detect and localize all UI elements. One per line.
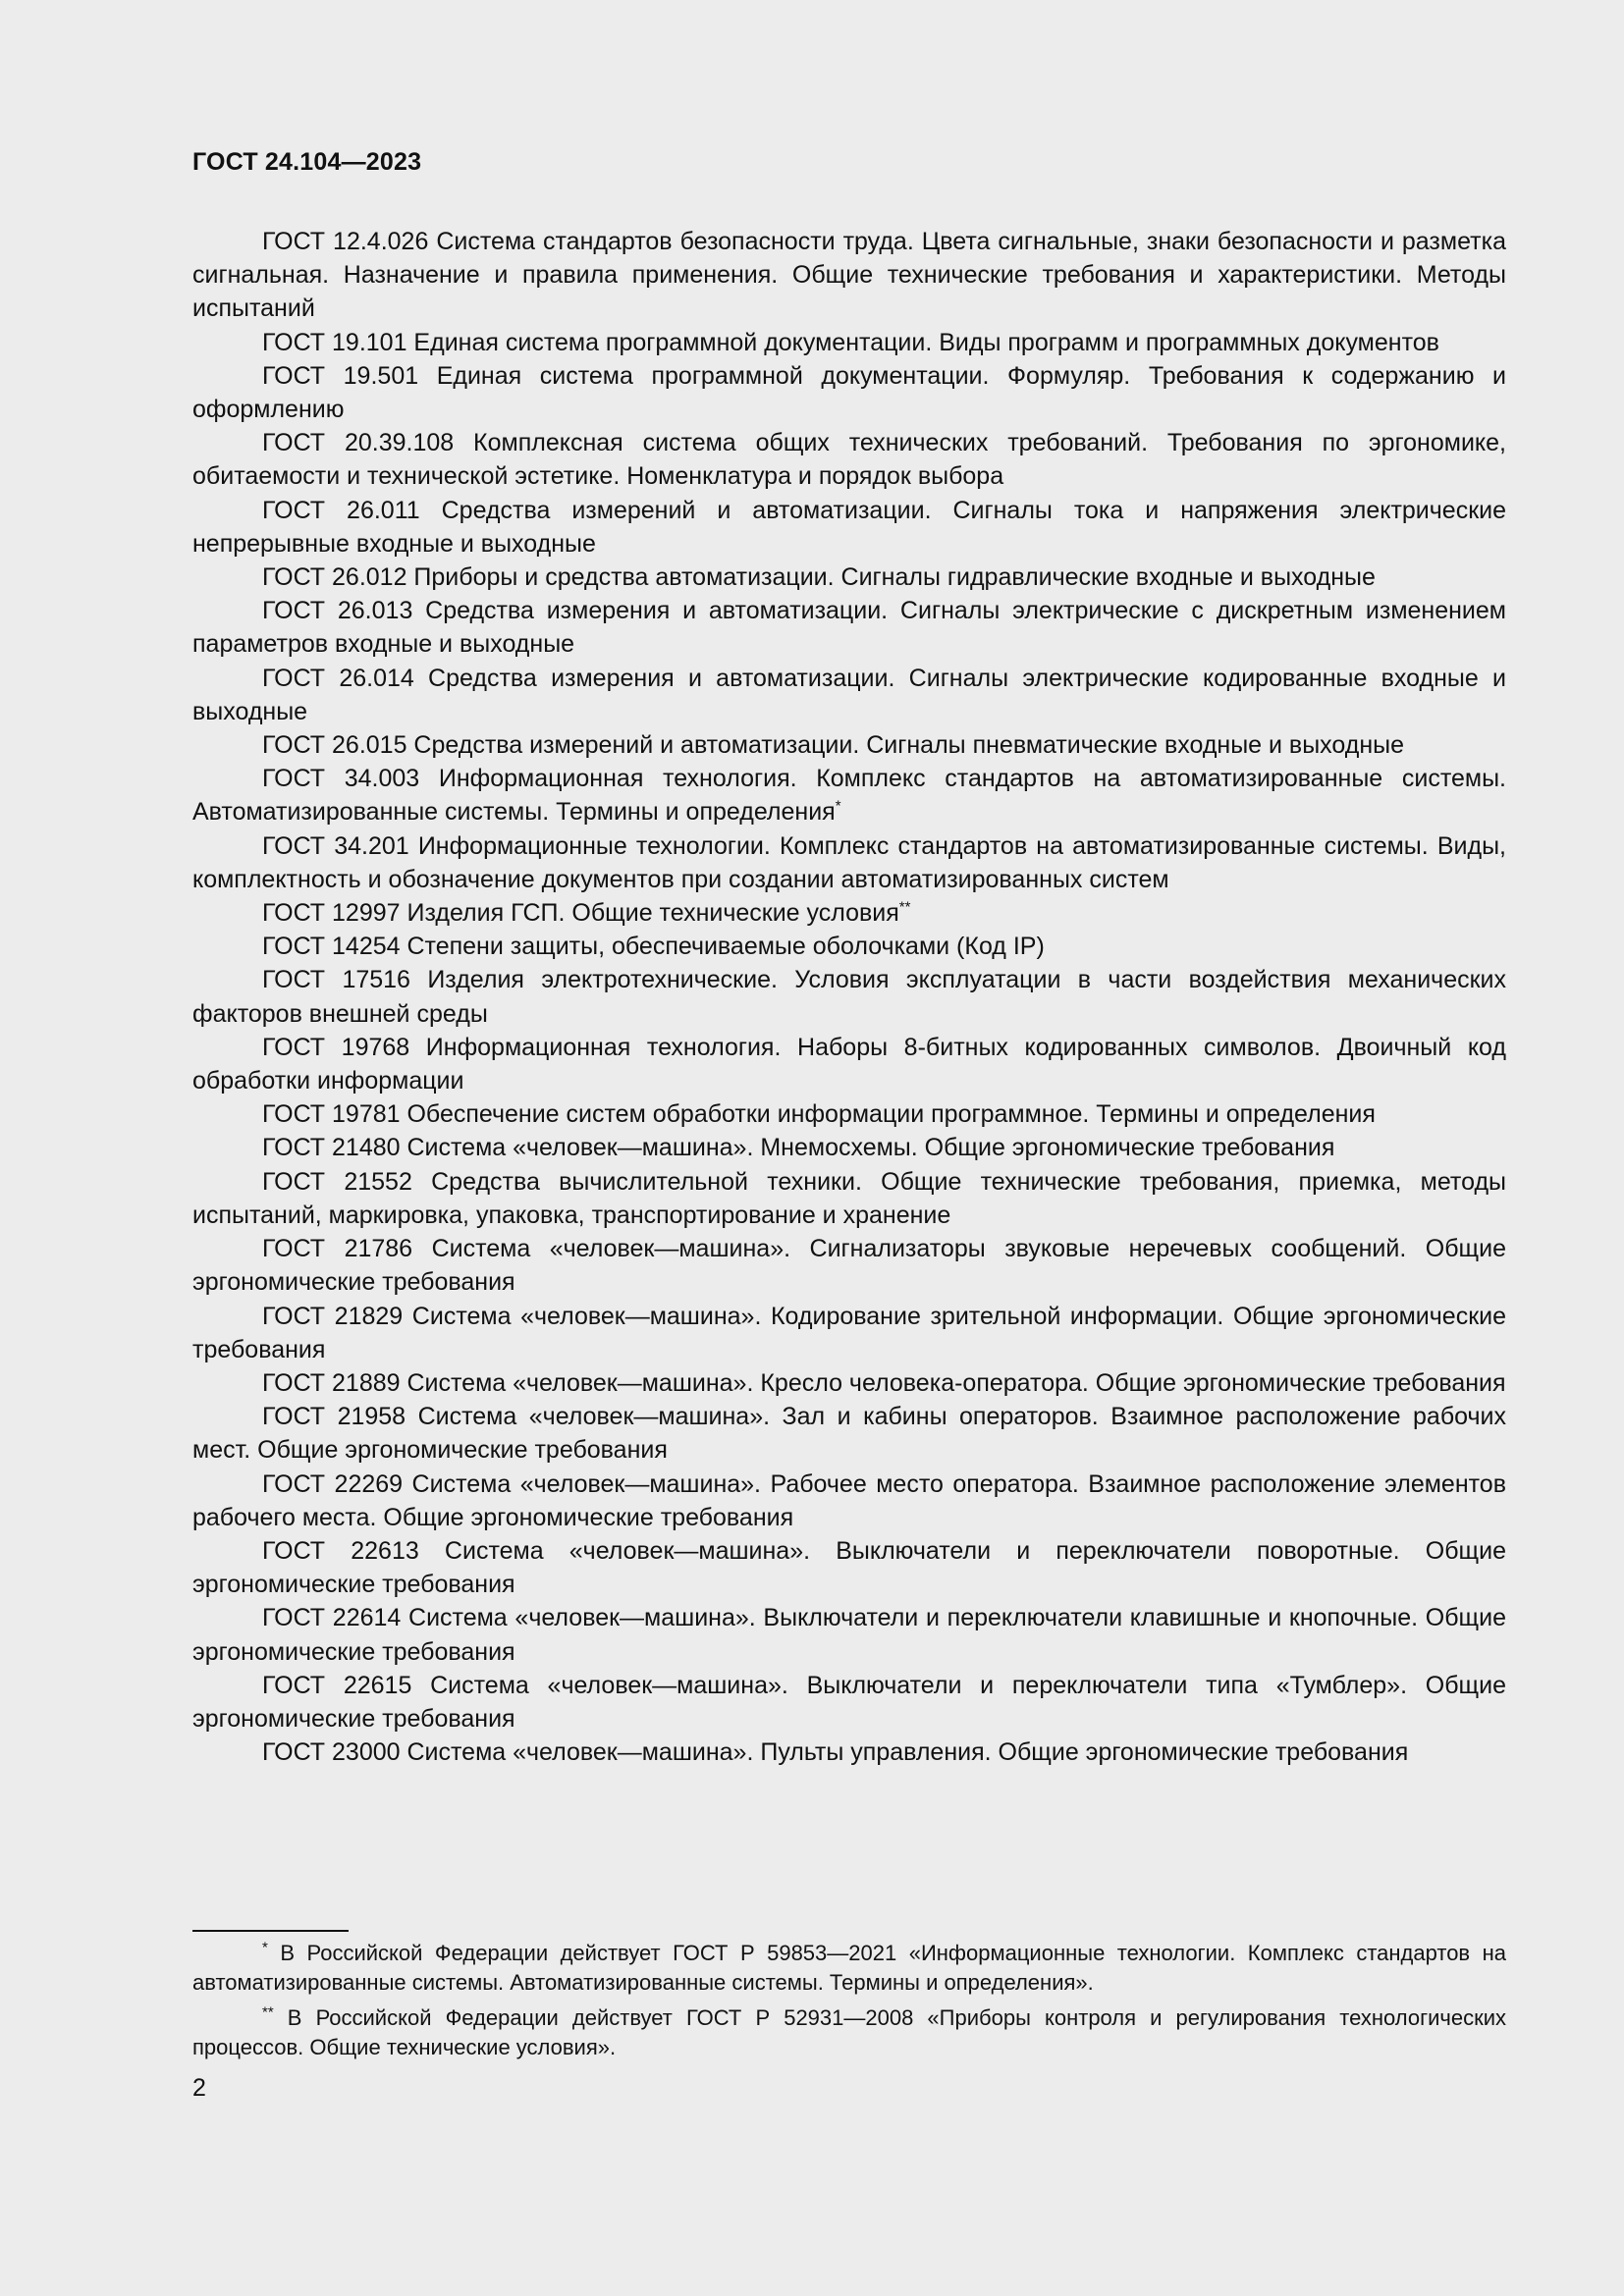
reference-item [192, 728, 1506, 762]
footnote-text: В Российской Федерации действует ГОСТ Р 59853—2021 «Информационные технологии. Комплекс стандартов на автоматизированные системы. Автоматизированные системы. Термины и определения». [192, 1941, 1506, 1995]
reference-item [192, 1601, 1506, 1668]
footnote-marker: ** [262, 2003, 274, 2021]
reference-item [192, 1366, 1506, 1400]
reference-text: ГОСТ 19.101 Единая система программной документации. Виды программ и программных документов [262, 328, 1439, 356]
reference-text: ГОСТ 21889 Система «человек—машина». Кресло человека-оператора. Общие эргономические требования [262, 1368, 1506, 1397]
reference-text: ГОСТ 26.013 Средства измерения и автоматизации. Сигналы электрические с дискретным изменением параметров входные и выходные [192, 597, 1506, 659]
reference-text: ГОСТ 22615 Система «человек—машина». Выключатели и переключатели типа «Тумблер». Общие эргономические требования [192, 1671, 1506, 1733]
reference-item [192, 494, 1506, 561]
reference-text: ГОСТ 22269 Система «человек—машина». Рабочее место оператора. Взаимное расположение элементов рабочего места. Общие эргономические требования [192, 1469, 1506, 1531]
reference-item [192, 561, 1506, 594]
reference-item [192, 1031, 1506, 1097]
reference-item [192, 1165, 1506, 1232]
reference-item [192, 963, 1506, 1030]
reference-item [192, 762, 1506, 828]
reference-text: ГОСТ 23000 Система «человек—машина». Пульты управления. Общие эргономические требования [262, 1738, 1409, 1767]
reference-item [192, 1669, 1506, 1735]
footnote-item [192, 2003, 1506, 2062]
reference-text: ГОСТ 34.201 Информационные технологии. Комплекс стандартов на автоматизированные системы. Виды, комплектность и обозначение документов при создании автоматизированных систем [192, 831, 1506, 893]
footnote-marker: ** [898, 898, 911, 916]
normative-references-list [192, 225, 1506, 1769]
footnote-text: В Российской Федерации действует ГОСТ Р 52931—2008 «Приборы контроля и регулирования технологических процессов. Общие технические условия». [192, 2005, 1506, 2059]
reference-item [192, 326, 1506, 359]
reference-text: ГОСТ 19.501 Единая система программной документации. Формуляр. Требования к содержанию и оформлению [192, 361, 1506, 424]
reference-item [192, 359, 1506, 426]
reference-text: ГОСТ 20.39.108 Комплексная система общих технических требований. Требования по эргономике, обитаемости и технической эстетике. Номенклатура и порядок выбора [192, 429, 1506, 491]
reference-text: ГОСТ 26.015 Средства измерений и автоматизации. Сигналы пневматические входные и выходные [262, 731, 1405, 760]
reference-text: ГОСТ 12997 Изделия ГСП. Общие технические условия [262, 899, 899, 928]
footnotes-list [192, 1939, 1506, 2068]
footnote-marker: * [835, 798, 841, 816]
reference-text: ГОСТ 26.014 Средства измерения и автоматизации. Сигналы электрические кодированные входные и выходные [192, 664, 1506, 725]
reference-text: ГОСТ 21786 Система «человек—машина». Сигнализаторы звуковые неречевых сообщений. Общие эргономические требования [192, 1235, 1506, 1297]
reference-text: ГОСТ 12.4.026 Система стандартов безопасности труда. Цвета сигнальные, знаки безопасности и разметка сигнальная. Назначение и правила применения. Общие технические требования и характеристики. Методы испытаний [192, 228, 1506, 323]
reference-item [192, 930, 1506, 963]
reference-text: ГОСТ 21480 Система «человек—машина». Мнемосхемы. Общие эргономические требования [262, 1134, 1335, 1162]
reference-item [192, 225, 1506, 326]
reference-item [192, 662, 1506, 728]
document-header: ГОСТ 24.104—2023 [192, 148, 422, 176]
reference-item [192, 1735, 1506, 1769]
reference-text: ГОСТ 21552 Средства вычислительной техники. Общие технические требования, приемка, методы испытаний, маркировка, упаковка, транспортирование и хранение [192, 1167, 1506, 1229]
reference-item [192, 1232, 1506, 1299]
reference-item [192, 1468, 1506, 1534]
reference-item [192, 426, 1506, 493]
footnote-item [192, 1939, 1506, 1998]
reference-text: ГОСТ 21829 Система «человек—машина». Кодирование зрительной информации. Общие эргономические требования [192, 1302, 1506, 1363]
page-number: 2 [192, 2074, 206, 2102]
reference-text: ГОСТ 14254 Степени защиты, обеспечиваемые оболочками (Код IP) [262, 933, 1045, 961]
reference-text: ГОСТ 22614 Система «человек—машина». Выключатели и переключатели клавишные и кнопочные. Общие эргономические требования [192, 1604, 1506, 1666]
reference-item [192, 1300, 1506, 1366]
reference-text: ГОСТ 26.012 Приборы и средства автоматизации. Сигналы гидравлические входные и выходные [262, 563, 1376, 592]
footnote-separator [192, 1930, 349, 1932]
reference-item [192, 896, 1506, 930]
reference-text: ГОСТ 34.003 Информационная технология. Комплекс стандартов на автоматизированные системы. Автоматизированные системы. Термины и определения [192, 765, 1506, 827]
reference-item [192, 1534, 1506, 1601]
reference-item [192, 1097, 1506, 1131]
reference-text: ГОСТ 17516 Изделия электротехнические. Условия эксплуатации в части воздействия механических факторов внешней среды [192, 966, 1506, 1028]
reference-text: ГОСТ 26.011 Средства измерений и автоматизации. Сигналы тока и напряжения электрические непрерывные входные и выходные [192, 496, 1506, 558]
reference-item [192, 1131, 1506, 1164]
footnote-marker: * [262, 1939, 268, 1956]
reference-item [192, 1400, 1506, 1467]
reference-text: ГОСТ 22613 Система «человек—машина». Выключатели и переключатели поворотные. Общие эргономические требования [192, 1536, 1506, 1599]
reference-item [192, 829, 1506, 896]
reference-text: ГОСТ 19781 Обеспечение систем обработки информации программное. Термины и определения [262, 1100, 1376, 1129]
reference-text: ГОСТ 21958 Система «человек—машина». Зал и кабины операторов. Взаимное расположение рабочих мест. Общие эргономические требования [192, 1403, 1506, 1465]
reference-text: ГОСТ 19768 Информационная технология. Наборы 8-битных кодированных символов. Двоичный код обработки информации [192, 1033, 1506, 1095]
reference-item [192, 594, 1506, 661]
